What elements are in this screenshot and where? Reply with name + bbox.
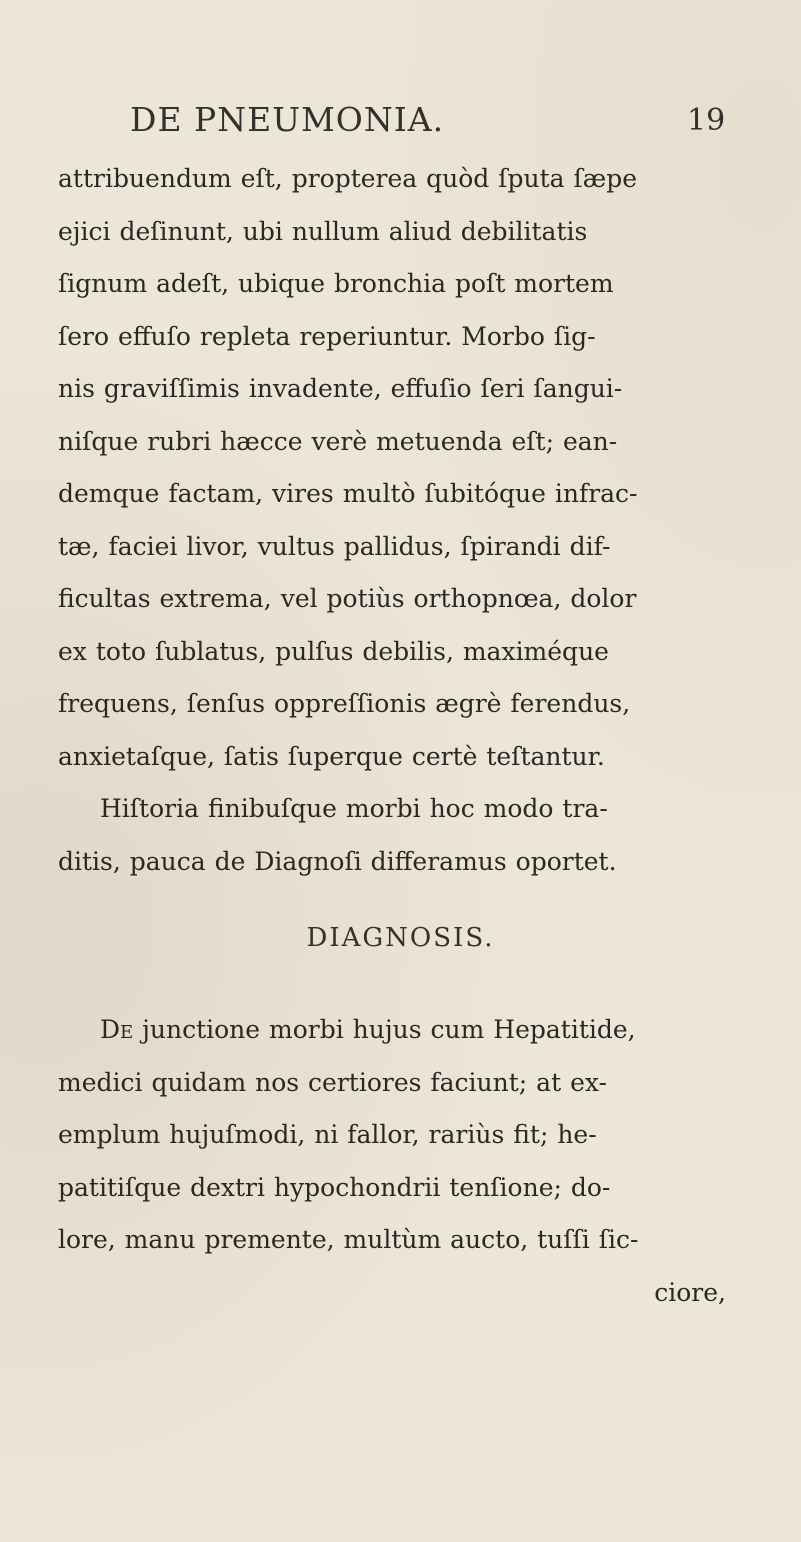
- text-line: [58, 1004, 738, 1057]
- text-line: anxietaſque, ſatis ſuperque certè teſtantur.: [58, 741, 605, 771]
- running-title: DE PNEUMONIA.: [130, 100, 445, 139]
- text-line: nis graviſſimis invadente, effuſio ſeri ſangui-: [58, 374, 623, 403]
- body-text: [58, 153, 738, 888]
- catchword: ciore,: [654, 1277, 726, 1307]
- text-line: emplum hujuſmodi, ni fallor, rariùs fit; he-: [58, 1120, 597, 1149]
- initial-word: De: [100, 1015, 134, 1044]
- running-head: [0, 100, 801, 150]
- text-line: ditis, pauca de Diagnoſi differamus oportet.: [58, 846, 617, 876]
- text-line: tæ, faciei livor, vultus pallidus, ſpirandi dif-: [58, 531, 611, 561]
- text-line: ex toto ſublatus, pulſus debilis, maximéque: [58, 636, 609, 666]
- text-line: niſque rubri hæcce verè metuenda eſt; ean-: [58, 426, 618, 456]
- text-line: lore, manu premente, multùm aucto, tuſſi ſic-: [58, 1225, 639, 1254]
- section-heading: DIAGNOSIS.: [306, 923, 495, 953]
- text-line: ſero effuſo repleta reperiuntur. Morbo ſig-: [58, 321, 596, 351]
- text-line: ejici deſinunt, ubi nullum aliud debilitatis: [58, 216, 588, 246]
- text-line: Hiſtoria finibuſque morbi hoc modo tra-: [100, 794, 608, 823]
- text-line: medici quidam nos certiores faciunt; at ex-: [58, 1067, 607, 1097]
- body-text-section: [58, 1004, 738, 1319]
- text-line: ſignum adeſt, ubique bronchia poſt mortem: [58, 269, 614, 298]
- page-number: 19: [687, 103, 726, 138]
- text-line: ficultas extrema, vel potiùs orthopnœa, dolor: [58, 584, 637, 613]
- text-line: attribuendum eſt, propterea quòd ſputa ſæpe: [58, 164, 638, 193]
- text-line: patitiſque dextri hypochondrii tenſione; do-: [58, 1172, 611, 1202]
- text-line: frequens, ſenſus oppreſſionis ægrè ferendus,: [58, 689, 631, 718]
- text-line: demque factam, vires multò ſubitóque infrac-: [58, 479, 638, 508]
- text-line-rest: junctione morbi hujus cum Hepatitide,: [133, 1015, 636, 1044]
